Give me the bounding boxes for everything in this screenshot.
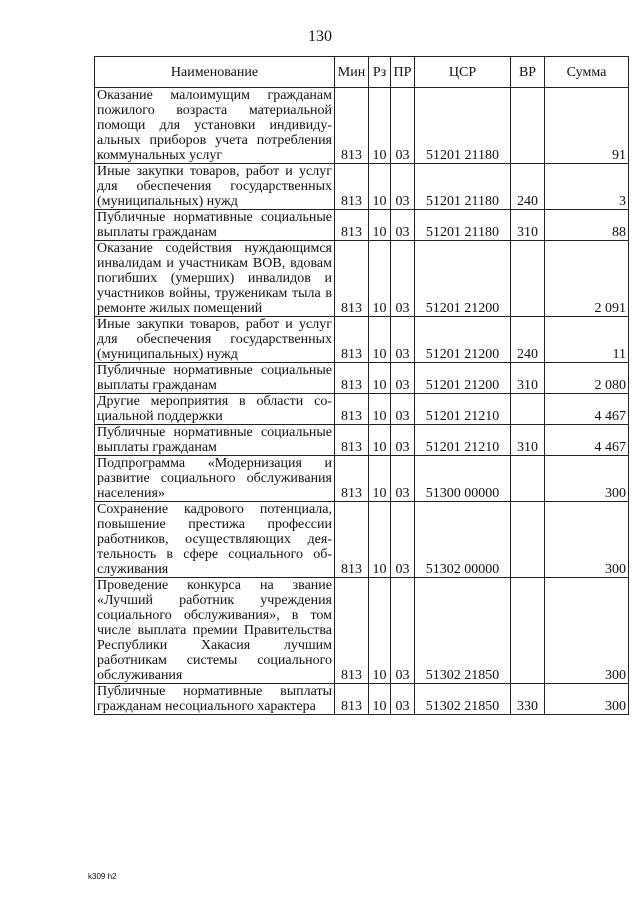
cell-rz: 10 <box>369 317 391 363</box>
cell-csr: 51201 21180 <box>415 88 511 164</box>
cell-rz: 10 <box>369 578 391 684</box>
cell-name: Другие мероприятия в области социальной поддержки <box>95 394 335 425</box>
header-pr: ПР <box>391 57 415 88</box>
cell-rz: 10 <box>369 394 391 425</box>
cell-min: 813 <box>335 88 369 164</box>
cell-min: 813 <box>335 502 369 578</box>
table-row <box>95 164 629 210</box>
header-vr: ВР <box>511 57 545 88</box>
cell-rz: 10 <box>369 425 391 456</box>
cell-pr: 03 <box>391 425 415 456</box>
cell-pr: 03 <box>391 164 415 210</box>
cell-rz: 10 <box>369 241 391 317</box>
cell-min: 813 <box>335 363 369 394</box>
cell-rz: 10 <box>369 684 391 715</box>
cell-name: Сохранение кадрового потенциала, повышение престижа профессии работников, осуществляющих деятельность в сфере социального обслуживания <box>95 502 335 578</box>
header-csr: ЦСР <box>415 57 511 88</box>
cell-vr: 310 <box>511 210 545 241</box>
table-row <box>95 241 629 317</box>
cell-vr <box>511 502 545 578</box>
cell-name: Подпрограмма «Модернизация и развитие социального обслуживания населения» <box>95 456 335 502</box>
cell-csr: 51201 21180 <box>415 210 511 241</box>
table-row <box>95 425 629 456</box>
table-row <box>95 317 629 363</box>
cell-rz: 10 <box>369 164 391 210</box>
cell-min: 813 <box>335 425 369 456</box>
cell-min: 813 <box>335 317 369 363</box>
cell-pr: 03 <box>391 88 415 164</box>
table-row <box>95 456 629 502</box>
cell-sum: 2 080 <box>545 363 629 394</box>
cell-vr <box>511 241 545 317</box>
cell-vr <box>511 394 545 425</box>
cell-name: Публичные нормативные социальные выплаты гражданам <box>95 363 335 394</box>
budget-table <box>94 56 629 715</box>
cell-pr: 03 <box>391 210 415 241</box>
header-name: Наименование <box>95 57 335 88</box>
cell-pr: 03 <box>391 241 415 317</box>
cell-csr: 51201 21200 <box>415 241 511 317</box>
cell-csr: 51201 21210 <box>415 425 511 456</box>
cell-sum: 4 467 <box>545 394 629 425</box>
cell-pr: 03 <box>391 684 415 715</box>
page-number: 130 <box>308 28 332 45</box>
cell-vr <box>511 456 545 502</box>
cell-rz: 10 <box>369 210 391 241</box>
cell-pr: 03 <box>391 578 415 684</box>
cell-csr: 51302 00000 <box>415 502 511 578</box>
cell-name: Оказание содействия нуждающимся инвалидам и участникам ВОВ, вдовам погибших (умерших) инвалидов и участников войны, труженикам тыла в ремонте жилых помещений <box>95 241 335 317</box>
cell-rz: 10 <box>369 502 391 578</box>
cell-csr: 51302 21850 <box>415 578 511 684</box>
cell-csr: 51201 21210 <box>415 394 511 425</box>
cell-name: Публичные нормативные социальные выплаты гражданам <box>95 210 335 241</box>
cell-sum: 2 091 <box>545 241 629 317</box>
cell-name: Публичные нормативные выплаты гражданам несоциального характера <box>95 684 335 715</box>
table-row <box>95 210 629 241</box>
cell-sum: 3 <box>545 164 629 210</box>
table-row <box>95 684 629 715</box>
cell-name: Иные закупки товаров, работ и услуг для обеспечения государственных (муниципальных) нужд <box>95 317 335 363</box>
cell-pr: 03 <box>391 317 415 363</box>
cell-sum: 88 <box>545 210 629 241</box>
cell-vr <box>511 578 545 684</box>
cell-rz: 10 <box>369 456 391 502</box>
cell-min: 813 <box>335 210 369 241</box>
cell-csr: 51201 21200 <box>415 317 511 363</box>
cell-pr: 03 <box>391 456 415 502</box>
table-row <box>95 394 629 425</box>
table-header <box>95 57 629 88</box>
cell-sum: 300 <box>545 456 629 502</box>
cell-pr: 03 <box>391 502 415 578</box>
cell-csr: 51300 00000 <box>415 456 511 502</box>
table-body <box>95 88 629 715</box>
table-row <box>95 88 629 164</box>
cell-name: Проведение конкурса на звание «Лучший работник учреждения социального обслуживания», в том числе выплата премии Правительства Республики Хакасия лучшим работникам системы социального обслуживания <box>95 578 335 684</box>
cell-name: Иные закупки товаров, работ и услуг для обеспечения государственных (муниципальных) нужд <box>95 164 335 210</box>
cell-vr: 310 <box>511 363 545 394</box>
header-sum: Сумма <box>545 57 629 88</box>
cell-csr: 51201 21180 <box>415 164 511 210</box>
cell-name: Публичные нормативные социальные выплаты гражданам <box>95 425 335 456</box>
cell-min: 813 <box>335 578 369 684</box>
cell-sum: 11 <box>545 317 629 363</box>
cell-sum: 4 467 <box>545 425 629 456</box>
cell-sum: 300 <box>545 578 629 684</box>
table-row <box>95 578 629 684</box>
header-min: Мин <box>335 57 369 88</box>
header-rz: Рз <box>369 57 391 88</box>
cell-pr: 03 <box>391 394 415 425</box>
cell-min: 813 <box>335 241 369 317</box>
cell-sum: 300 <box>545 502 629 578</box>
cell-vr: 310 <box>511 425 545 456</box>
cell-csr: 51201 21200 <box>415 363 511 394</box>
cell-sum: 91 <box>545 88 629 164</box>
cell-vr: 240 <box>511 317 545 363</box>
cell-min: 813 <box>335 394 369 425</box>
cell-vr: 240 <box>511 164 545 210</box>
cell-min: 813 <box>335 456 369 502</box>
table-row <box>95 502 629 578</box>
footer-code: k309 h2 <box>88 872 117 881</box>
cell-sum: 300 <box>545 684 629 715</box>
cell-rz: 10 <box>369 88 391 164</box>
cell-csr: 51302 21850 <box>415 684 511 715</box>
cell-min: 813 <box>335 164 369 210</box>
cell-rz: 10 <box>369 363 391 394</box>
cell-vr <box>511 88 545 164</box>
cell-min: 813 <box>335 684 369 715</box>
table-row <box>95 363 629 394</box>
cell-pr: 03 <box>391 363 415 394</box>
cell-name: Оказание малоимущим гражданам пожилого возраста материальной помощи для установки индивидуальных приборов учета потребления коммунальных услуг <box>95 88 335 164</box>
cell-vr: 330 <box>511 684 545 715</box>
